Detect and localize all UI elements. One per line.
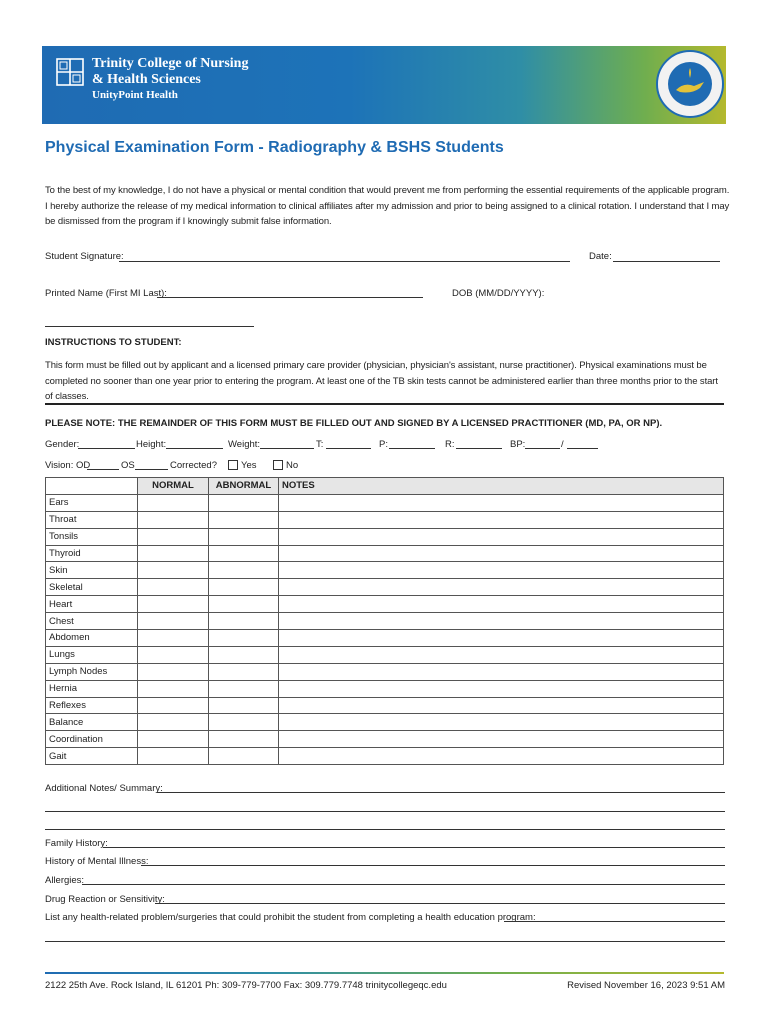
college-logo-icon	[56, 58, 84, 86]
date-label: Date:	[589, 251, 612, 262]
abnormal-cell[interactable]	[209, 731, 279, 748]
printed-name-field[interactable]	[157, 297, 423, 298]
bp-diastolic-field[interactable]	[567, 448, 598, 449]
abnormal-cell[interactable]	[209, 494, 279, 511]
notes-cell[interactable]	[279, 562, 724, 579]
pulse-label: P:	[379, 439, 388, 450]
respiration-label: R:	[445, 439, 455, 450]
notes-cell[interactable]	[279, 697, 724, 714]
table-row	[46, 562, 724, 579]
exam-item-label: Heart	[46, 596, 138, 613]
table-row	[46, 630, 724, 647]
college-name	[92, 56, 248, 103]
table-row	[46, 511, 724, 528]
family-history-label: Family History:	[45, 838, 108, 849]
bp-label: BP:	[510, 439, 526, 450]
table-row	[46, 646, 724, 663]
abnormal-cell[interactable]	[209, 528, 279, 545]
abnormal-cell[interactable]	[209, 613, 279, 630]
mental-illness-field[interactable]	[141, 865, 725, 866]
yes-label: Yes	[241, 460, 257, 471]
exam-item-label: Thyroid	[46, 545, 138, 562]
health-problems-line2[interactable]	[45, 941, 725, 942]
gender-field[interactable]	[78, 448, 135, 449]
table-row	[46, 748, 724, 765]
exam-item-label: Ears	[46, 494, 138, 511]
temperature-field[interactable]	[326, 448, 371, 449]
notes-cell[interactable]	[279, 748, 724, 765]
normal-cell[interactable]	[138, 731, 209, 748]
instructions-body: This form must be filled out by applicant and a licensed primary care provider (physician, physician's assistant, nurse practitioner). Physical examinations must be completed no sooner than one year prior to entering the program. At least one of the TB skin tests cannot be administered earlier than three months prior to the start of classes.	[45, 360, 718, 402]
exam-item-label: Gait	[46, 748, 138, 765]
notes-cell[interactable]	[279, 579, 724, 596]
student-signature-field[interactable]	[119, 261, 570, 262]
notes-cell[interactable]	[279, 714, 724, 731]
exam-item-label: Abdomen	[46, 630, 138, 647]
notes-cell[interactable]	[279, 613, 724, 630]
bp-separator: /	[561, 439, 564, 450]
vision-od-label: Vision: OD	[45, 460, 91, 471]
notes-cell[interactable]	[279, 596, 724, 613]
exam-table-header	[46, 478, 724, 495]
normal-cell[interactable]	[138, 579, 209, 596]
normal-cell[interactable]	[138, 748, 209, 765]
footer-divider	[45, 972, 724, 974]
weight-label: Weight:	[228, 439, 261, 450]
family-history-field[interactable]	[103, 847, 725, 848]
normal-cell[interactable]	[138, 596, 209, 613]
abnormal-cell[interactable]	[209, 748, 279, 765]
table-row	[46, 714, 724, 731]
exam-table	[45, 477, 724, 765]
yes-checkbox[interactable]	[228, 460, 238, 470]
normal-cell[interactable]	[138, 646, 209, 663]
header-banner	[42, 46, 726, 124]
abnormal-cell[interactable]	[209, 714, 279, 731]
date-field[interactable]	[613, 261, 720, 262]
notes-cell[interactable]	[279, 630, 724, 647]
bp-systolic-field[interactable]	[525, 448, 560, 449]
no-label: No	[286, 460, 299, 471]
header-abnormal: ABNORMAL	[209, 478, 279, 495]
exam-item-label: Coordination	[46, 731, 138, 748]
weight-field[interactable]	[260, 448, 314, 449]
dob-field[interactable]	[45, 326, 254, 327]
corrected-no-option[interactable]	[273, 460, 298, 471]
section-divider	[45, 403, 724, 405]
additional-notes-field[interactable]	[157, 792, 725, 793]
normal-cell[interactable]	[138, 494, 209, 511]
affiliation: UnityPoint Health	[92, 89, 178, 101]
revision-date: Revised November 16, 2023 9:51 AM	[567, 980, 725, 991]
additional-notes-line2[interactable]	[45, 811, 725, 812]
instructions-heading: INSTRUCTIONS TO STUDENT:	[45, 337, 182, 348]
table-row	[46, 579, 724, 596]
header-cell-blank	[46, 478, 138, 495]
normal-cell[interactable]	[138, 528, 209, 545]
normal-cell[interactable]	[138, 663, 209, 680]
abnormal-cell[interactable]	[209, 511, 279, 528]
college-name-line1: Trinity College of Nursing	[92, 56, 249, 71]
printed-name-label: Printed Name (First MI Last):	[45, 288, 167, 299]
drug-reaction-label: Drug Reaction or Sensitivity:	[45, 894, 165, 905]
notes-cell[interactable]	[279, 680, 724, 697]
exam-item-label: Skin	[46, 562, 138, 579]
temperature-label: T:	[316, 439, 324, 450]
table-row	[46, 697, 724, 714]
notes-cell[interactable]	[279, 731, 724, 748]
notes-cell[interactable]	[279, 528, 724, 545]
exam-item-label: Skeletal	[46, 579, 138, 596]
exam-item-label: Chest	[46, 613, 138, 630]
vision-od-field[interactable]	[87, 469, 119, 470]
abnormal-cell[interactable]	[209, 680, 279, 697]
vision-os-label: OS	[121, 460, 135, 471]
normal-cell[interactable]	[138, 680, 209, 697]
allergies-label: Allergies:	[45, 875, 85, 886]
allergies-field[interactable]	[82, 884, 725, 885]
table-row	[46, 731, 724, 748]
normal-cell[interactable]	[138, 545, 209, 562]
health-problems-field[interactable]	[504, 921, 725, 922]
no-checkbox[interactable]	[273, 460, 283, 470]
header-notes: NOTES	[279, 478, 724, 495]
normal-cell[interactable]	[138, 562, 209, 579]
health-problems-label: List any health-related problem/surgeries that could prohibit the student from completing a health education program:	[45, 912, 536, 923]
normal-cell[interactable]	[138, 697, 209, 714]
consent-statement: To the best of my knowledge, I do not have a physical or mental condition that would prevent me from performing the essential requirements of the applicable program. I hereby authorize the release of my medical information to clinical affiliates after my admission and prior to being assigned to a clinical rotation. I understand that I may be dismissed from the program if I knowingly submit false information.	[45, 185, 730, 227]
table-row	[46, 545, 724, 562]
abnormal-cell[interactable]	[209, 545, 279, 562]
notes-cell[interactable]	[279, 511, 724, 528]
table-row	[46, 680, 724, 697]
abnormal-cell[interactable]	[209, 646, 279, 663]
normal-cell[interactable]	[138, 714, 209, 731]
college-name-line2: & Health Sciences	[92, 72, 201, 87]
table-row	[46, 596, 724, 613]
table-row	[46, 528, 724, 545]
page-title: Physical Examination Form - Radiography & BSHS Students	[45, 139, 504, 156]
normal-cell[interactable]	[138, 511, 209, 528]
notes-cell[interactable]	[279, 663, 724, 680]
exam-item-label: Lymph Nodes	[46, 663, 138, 680]
normal-cell[interactable]	[138, 630, 209, 647]
gender-label: Gender:	[45, 439, 80, 450]
exam-item-label: Hernia	[46, 680, 138, 697]
abnormal-cell[interactable]	[209, 596, 279, 613]
normal-cell[interactable]	[138, 613, 209, 630]
exam-item-label: Balance	[46, 714, 138, 731]
notes-cell[interactable]	[279, 646, 724, 663]
practitioner-note: PLEASE NOTE: THE REMAINDER OF THIS FORM MUST BE FILLED OUT AND SIGNED BY A LICENSED PRACTITIONER (MD, PA, OR NP).	[45, 418, 663, 429]
additional-notes-line3[interactable]	[45, 829, 725, 830]
dob-label: DOB (MM/DD/YYYY):	[452, 288, 545, 299]
college-seal-icon	[654, 48, 726, 120]
pulse-field[interactable]	[389, 448, 435, 449]
exam-item-label: Throat	[46, 511, 138, 528]
abnormal-cell[interactable]	[209, 562, 279, 579]
abnormal-cell[interactable]	[209, 579, 279, 596]
drug-reaction-field[interactable]	[155, 903, 725, 904]
abnormal-cell[interactable]	[209, 630, 279, 647]
abnormal-cell[interactable]	[209, 663, 279, 680]
vision-os-field[interactable]	[135, 469, 168, 470]
student-signature-label: Student Signature:	[45, 251, 124, 262]
header-normal: NORMAL	[138, 478, 209, 495]
additional-notes-label: Additional Notes/ Summary:	[45, 783, 163, 794]
corrected-yes-option[interactable]	[228, 460, 257, 471]
footer-address: 2122 25th Ave. Rock Island, IL 61201 Ph: 309-779-7700 Fax: 309.779.7748 trinitycollegeqc.edu	[45, 980, 447, 991]
table-row	[46, 663, 724, 680]
height-label: Height:	[136, 439, 167, 450]
notes-cell[interactable]	[279, 545, 724, 562]
abnormal-cell[interactable]	[209, 697, 279, 714]
respiration-field[interactable]	[456, 448, 502, 449]
exam-item-label: Reflexes	[46, 697, 138, 714]
exam-item-label: Lungs	[46, 646, 138, 663]
mental-illness-label: History of Mental Illness:	[45, 856, 149, 867]
height-field[interactable]	[166, 448, 223, 449]
table-row	[46, 494, 724, 511]
corrected-label: Corrected?	[170, 460, 217, 471]
table-row	[46, 613, 724, 630]
exam-item-label: Tonsils	[46, 528, 138, 545]
notes-cell[interactable]	[279, 494, 724, 511]
